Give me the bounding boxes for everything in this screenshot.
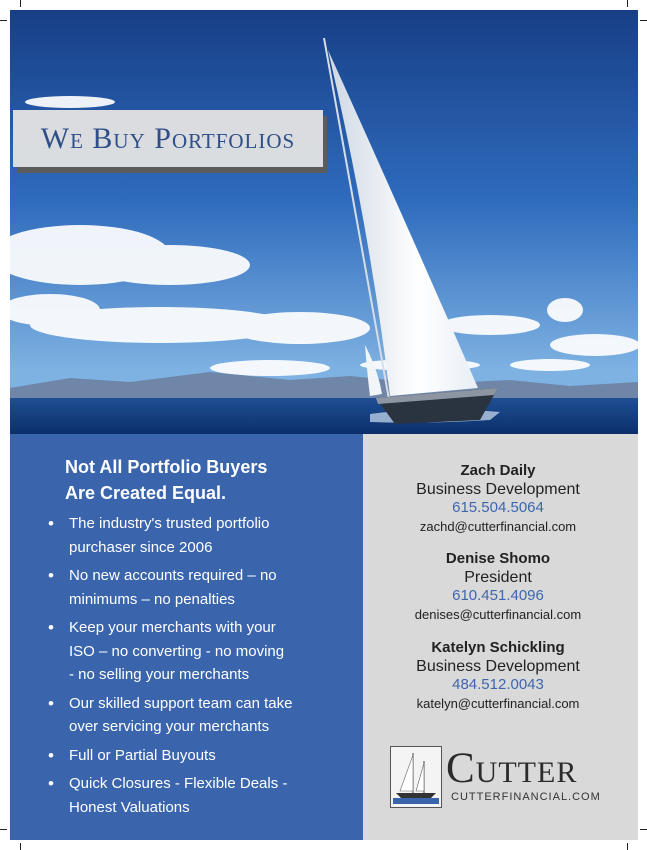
contact-role: Business Development [416,481,580,498]
contact-email[interactable]: denises@cutterfinancial.com [414,607,582,622]
headline: We Buy Portfolios [40,121,296,155]
contact-card [363,550,633,624]
contact-card [363,462,633,536]
benefit-item: • Quick Closures - Flexible Deals - Honest Valuations [47,772,347,819]
contact-name: Katelyn Schickling [431,639,565,656]
logo-sailboat-icon [390,746,442,808]
logo-url[interactable]: CUTTERFINANCIAL.COM [451,791,601,803]
contact-email[interactable]: zachd@cutterfinancial.com [419,519,577,534]
contact-card [363,639,633,713]
contact-phone[interactable]: 484.512.0043 [452,676,544,693]
contact-name: Denise Shomo [445,550,551,567]
benefit-item: • Full or Partial Buyouts [47,744,347,768]
contact-role: Business Development [416,658,580,675]
benefits-title: Not All Portfolio Buyers Are Created Equal. [65,457,268,503]
contact-name: Zach Daily [460,462,536,479]
contact-phone[interactable]: 610.451.4096 [452,587,544,604]
benefits-panel [10,434,363,840]
crop-mark [20,843,21,850]
headline-banner [13,110,323,167]
contact-email[interactable]: katelyn@cutterfinancial.com [416,696,580,711]
crop-mark [627,0,628,7]
hero-sailboat-image [10,10,638,434]
benefits-list [47,512,347,824]
crop-mark [20,0,21,7]
crop-mark [627,843,628,850]
benefit-item: • The industry's trusted portfolio purchaser since 2006 [47,512,347,559]
crop-mark [0,20,7,21]
benefit-item: • Keep your merchants with your ISO – no converting - no moving - no selling your merchants [47,616,347,687]
crop-mark [0,829,7,830]
contact-phone[interactable]: 615.504.5064 [452,499,544,516]
contact-role: President [464,569,532,586]
logo-wordmark: Cutter [446,745,578,792]
crop-mark [640,20,647,21]
benefit-item: • No new accounts required – no minimums – no penalties [47,564,347,611]
benefit-item: • Our skilled support team can take over servicing your merchants [47,692,347,739]
crop-mark [640,829,647,830]
